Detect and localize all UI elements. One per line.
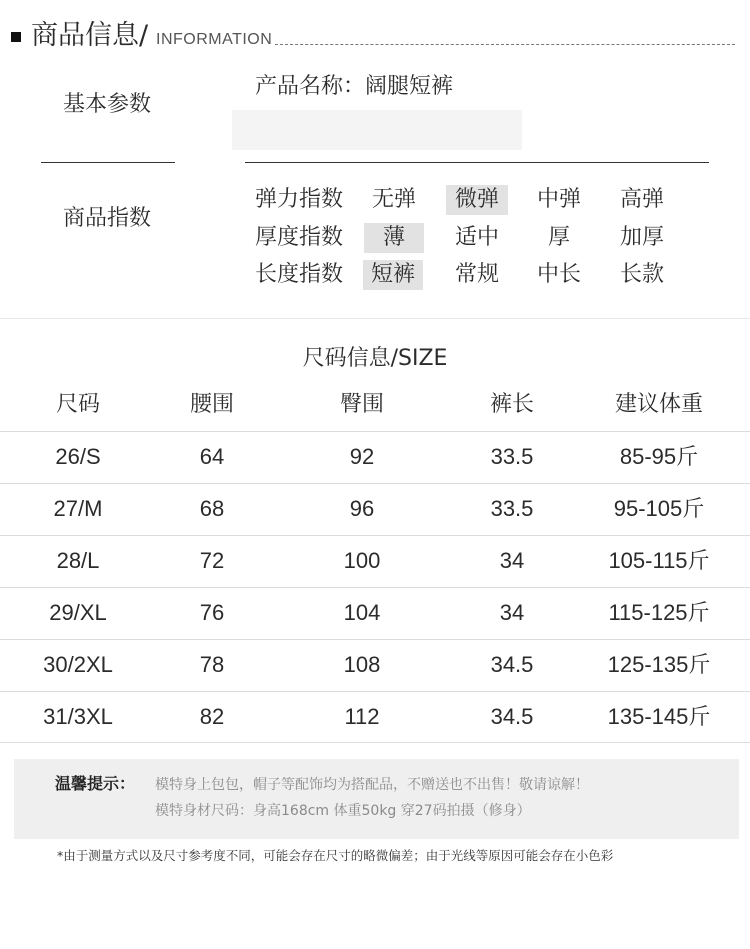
table-row-divider [0, 535, 750, 536]
option-long: 长款 [620, 262, 665, 287]
cell-hip: 92 [349, 444, 375, 469]
product-name: 产品名称：阔腿短裤 [255, 74, 454, 99]
tips-box [14, 759, 739, 839]
cell-weight: 105-115斤 [608, 548, 710, 573]
header-dotted-divider [275, 44, 735, 45]
header-size: 尺码 [55, 392, 100, 417]
section-title: 商品信息/ [31, 20, 149, 51]
tips-label: 温馨提示： [55, 774, 136, 793]
header-length: 裤长 [489, 392, 534, 417]
table-row-divider [0, 587, 750, 588]
cell-size: 29/XL [49, 600, 107, 625]
thickness-index-label: 厚度指数 [255, 225, 344, 250]
tips-line-2: 模特身材尺码：身高168cm 体重50kg 穿27码拍摄（修身） [155, 803, 531, 819]
header-hip: 臀围 [339, 392, 384, 417]
option-no-stretch: 无弹 [372, 187, 417, 212]
cell-waist: 78 [199, 652, 225, 677]
tips-line-1: 模特身上包包，帽子等配饰均为搭配品，不赠送也不出售！敬请谅解！ [155, 777, 589, 793]
cell-length: 34.5 [490, 652, 534, 677]
cell-size: 28/L [56, 548, 100, 573]
left-divider [41, 162, 175, 163]
table-row-divider [0, 483, 750, 484]
cell-hip: 100 [343, 548, 381, 573]
product-name-box [232, 110, 522, 150]
right-divider [245, 162, 709, 163]
cell-size: 31/3XL [43, 704, 113, 729]
cell-waist: 68 [199, 496, 225, 521]
cell-hip: 112 [344, 704, 380, 729]
cell-weight: 135-145斤 [607, 704, 711, 729]
option-thick: 厚 [548, 225, 571, 250]
header-bullet [11, 32, 21, 42]
cell-weight: 115-125斤 [608, 600, 710, 625]
cell-length: 34 [499, 600, 525, 625]
cell-length: 33.5 [490, 496, 534, 521]
size-table-title: 尺码信息/SIZE [302, 346, 448, 371]
table-row-divider [0, 431, 750, 432]
cell-hip: 96 [349, 496, 375, 521]
cell-size: 27/M [53, 496, 103, 521]
option-thin-selected: 薄 [364, 223, 424, 253]
cell-length: 34.5 [490, 704, 534, 729]
basic-params-label: 基本参数 [63, 92, 152, 117]
option-medium-thickness: 适中 [455, 225, 500, 250]
length-index-label: 长度指数 [255, 262, 344, 287]
measurement-footnote: *由于测量方式以及尺寸参考度不同，可能会存在尺寸的略微偏差；由于光线等原因可能会存在小色彩 [57, 848, 614, 863]
elastic-index-label: 弹力指数 [255, 187, 344, 212]
cell-length: 34 [499, 548, 525, 573]
cell-weight: 95-105斤 [613, 496, 705, 521]
cell-waist: 82 [199, 704, 225, 729]
cell-length: 33.5 [490, 444, 534, 469]
option-mid-length: 中长 [537, 262, 582, 287]
table-row-divider [0, 742, 750, 743]
section-title-en: INFORMATION [156, 31, 273, 48]
cell-size: 30/2XL [43, 652, 113, 677]
section-separator [0, 318, 750, 319]
table-row-divider [0, 691, 750, 692]
option-shorts-selected: 短裤 [363, 260, 423, 290]
option-high-stretch: 高弹 [620, 187, 665, 212]
option-slight-stretch-selected: 微弹 [446, 185, 508, 215]
cell-hip: 108 [343, 652, 381, 677]
table-row-divider [0, 639, 750, 640]
cell-waist: 72 [199, 548, 225, 573]
cell-weight: 85-95斤 [619, 444, 699, 469]
cell-hip: 104 [343, 600, 381, 625]
header-waist: 腰围 [189, 392, 234, 417]
option-extra-thick: 加厚 [620, 225, 665, 250]
header-weight: 建议体重 [614, 392, 703, 417]
cell-weight: 125-135斤 [607, 652, 711, 677]
option-medium-stretch: 中弹 [537, 187, 582, 212]
cell-waist: 76 [199, 600, 225, 625]
cell-size: 26/S [55, 444, 101, 469]
product-index-label: 商品指数 [63, 206, 152, 231]
option-regular-length: 常规 [455, 262, 500, 287]
cell-waist: 64 [199, 444, 225, 469]
